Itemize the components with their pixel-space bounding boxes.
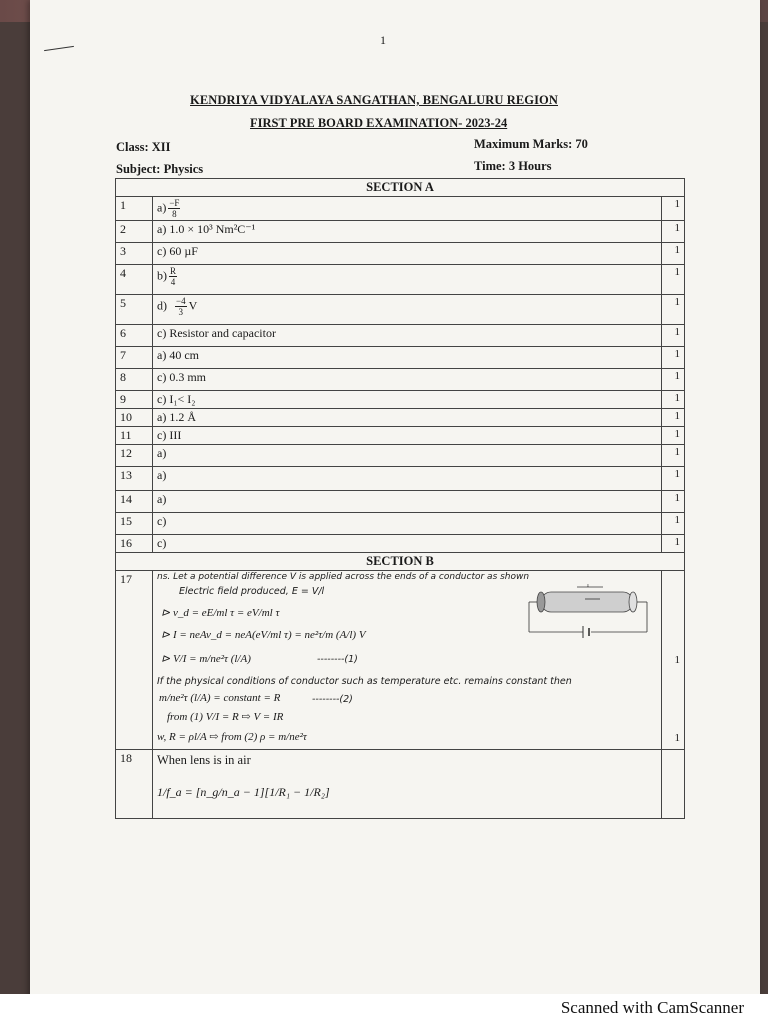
q-number: 15 xyxy=(116,513,153,535)
table-row xyxy=(116,243,685,265)
class-label: Class: XII xyxy=(116,140,171,154)
table-row xyxy=(116,409,685,427)
table-row xyxy=(116,295,685,325)
exam-heading: FIRST PRE BOARD EXAMINATION- 2023-24 xyxy=(250,116,508,130)
q18-formula: 1/f_a = [n_g/n_a − 1][1/R₁ − 1/R₂] xyxy=(157,785,330,799)
answer-cell: c) 60 µF xyxy=(153,243,662,265)
answer-cell: c) III xyxy=(153,427,662,445)
q-number: 10 xyxy=(116,409,153,427)
q-number: 18 xyxy=(116,750,153,819)
q17-line: ns. Let a potential difference V is applied across the ends of a conductor as shown xyxy=(157,572,530,582)
marks-cell: 1 xyxy=(662,243,685,265)
q17-line: w, R = ρl/A ⇨ from (2) ρ = m/ne²τ xyxy=(157,731,307,743)
q17-line: If the physical conditions of conductor such as temperature etc. remains constant then xyxy=(157,676,572,687)
table-row xyxy=(116,445,685,467)
q17-line: from (1) V/I = R ⇨ V = IR xyxy=(167,711,284,723)
q17-line: --------(1) xyxy=(317,654,358,665)
time-label: Time: 3 Hours xyxy=(474,159,552,173)
table-row xyxy=(116,535,685,553)
subject-label: Subject: Physics xyxy=(116,162,204,176)
q17-line: ⊳ I = neAv_d = neA(eV/ml τ) = ne²τ/m (A/l) V xyxy=(161,629,366,641)
q-number: 5 xyxy=(116,295,153,325)
marks-cell: 1 xyxy=(662,265,685,295)
q17-line: Electric field produced, E = V/l xyxy=(179,586,325,597)
answer-table xyxy=(115,178,685,819)
answer-cell: b) $\frac{R}{4}$ xyxy=(153,265,662,295)
q17-line: ⊳ v_d = eE/ml τ = eV/ml τ xyxy=(161,607,280,619)
answer-cell: c) xyxy=(153,535,662,553)
q-number: 16 xyxy=(116,535,153,553)
marks-cell: 1 xyxy=(662,197,685,221)
answer-cell: c) xyxy=(153,513,662,535)
table-row xyxy=(116,467,685,491)
table-row xyxy=(116,391,685,409)
marks-cell: 1 xyxy=(662,391,685,409)
marks-cell: 1 xyxy=(662,535,685,553)
q18-line: When lens is in air xyxy=(157,753,251,767)
marks-cell: 1 xyxy=(662,427,685,445)
answer-cell xyxy=(153,750,662,819)
q-number: 17 xyxy=(116,571,153,750)
table-row xyxy=(116,369,685,391)
q-number: 1 xyxy=(116,197,153,221)
q-number: 12 xyxy=(116,445,153,467)
q-number: 9 xyxy=(116,391,153,409)
q-number: 6 xyxy=(116,325,153,347)
answer-cell: a) $\frac{-F}{8}$ xyxy=(153,197,662,221)
table-row xyxy=(116,347,685,369)
q-number: 8 xyxy=(116,369,153,391)
answer-cell xyxy=(153,571,662,750)
fraction: $\frac{-F}{8}$ xyxy=(169,198,180,219)
marks-cell: 1 xyxy=(662,295,685,325)
table-row xyxy=(116,491,685,513)
table-row xyxy=(116,197,685,221)
section-a-title: SECTION A xyxy=(116,179,685,197)
table-row xyxy=(116,325,685,347)
table-row xyxy=(116,750,685,819)
answer-cell: c) 0.3 mm xyxy=(153,369,662,391)
length-label: l xyxy=(587,584,589,589)
answer-cell: a) 1.0 × 10³ Nm²C⁻¹ xyxy=(153,221,662,243)
max-marks-label: Maximum Marks: 70 xyxy=(474,137,588,151)
marks-cell: 1 xyxy=(662,221,685,243)
answer-cell: a) xyxy=(153,467,662,491)
camscanner-watermark: Scanned with CamScanner xyxy=(560,998,744,1017)
marks-cell: 1 xyxy=(662,325,685,347)
answer-cell: d) $\frac{-4}{3}$ V xyxy=(153,295,662,325)
marks-cell: 1 1 xyxy=(662,571,685,750)
q-number: 3 xyxy=(116,243,153,265)
q-number: 14 xyxy=(116,491,153,513)
q-number: 2 xyxy=(116,221,153,243)
table-row xyxy=(116,221,685,243)
q17-line: m/ne²τ (l/A) = constant = R xyxy=(159,692,281,704)
answer-cell: c) I₁< I₂ xyxy=(153,391,662,409)
marks-cell: 1 xyxy=(662,445,685,467)
q-number: 4 xyxy=(116,265,153,295)
table-row xyxy=(116,571,685,750)
answer-cell: a) 1.2 Å xyxy=(153,409,662,427)
table-row xyxy=(116,513,685,535)
marks-cell: 1 xyxy=(662,369,685,391)
marks-cell: 1 xyxy=(662,409,685,427)
section-b-title: SECTION B xyxy=(116,553,685,571)
q-number: 7 xyxy=(116,347,153,369)
q-number: 13 xyxy=(116,467,153,491)
q17-line: ⊳ V/I = m/ne²τ (l/A) xyxy=(161,653,251,665)
marks-cell: 1 xyxy=(662,513,685,535)
marks-cell: 1 xyxy=(662,467,685,491)
q17-line: --------(2) xyxy=(312,694,353,705)
fraction: $\frac{R}{4}$ xyxy=(170,266,177,287)
marks-cell: 1 xyxy=(662,491,685,513)
answer-cell: a) xyxy=(153,445,662,467)
org-heading: KENDRIYA VIDYALAYA SANGATHAN, BENGALURU REGION xyxy=(190,93,558,107)
table-row xyxy=(116,265,685,295)
q-number: 11 xyxy=(116,427,153,445)
answer-cell: a) xyxy=(153,491,662,513)
marks-cell xyxy=(662,750,685,819)
conductor-circuit-diagram xyxy=(525,584,653,648)
page-number: 1 xyxy=(380,33,386,47)
answer-cell: c) Resistor and capacitor xyxy=(153,325,662,347)
answer-cell: a) 40 cm xyxy=(153,347,662,369)
fraction: $\frac{-4}{3}$ xyxy=(176,296,186,317)
marks-cell: 1 xyxy=(662,347,685,369)
table-row xyxy=(116,427,685,445)
